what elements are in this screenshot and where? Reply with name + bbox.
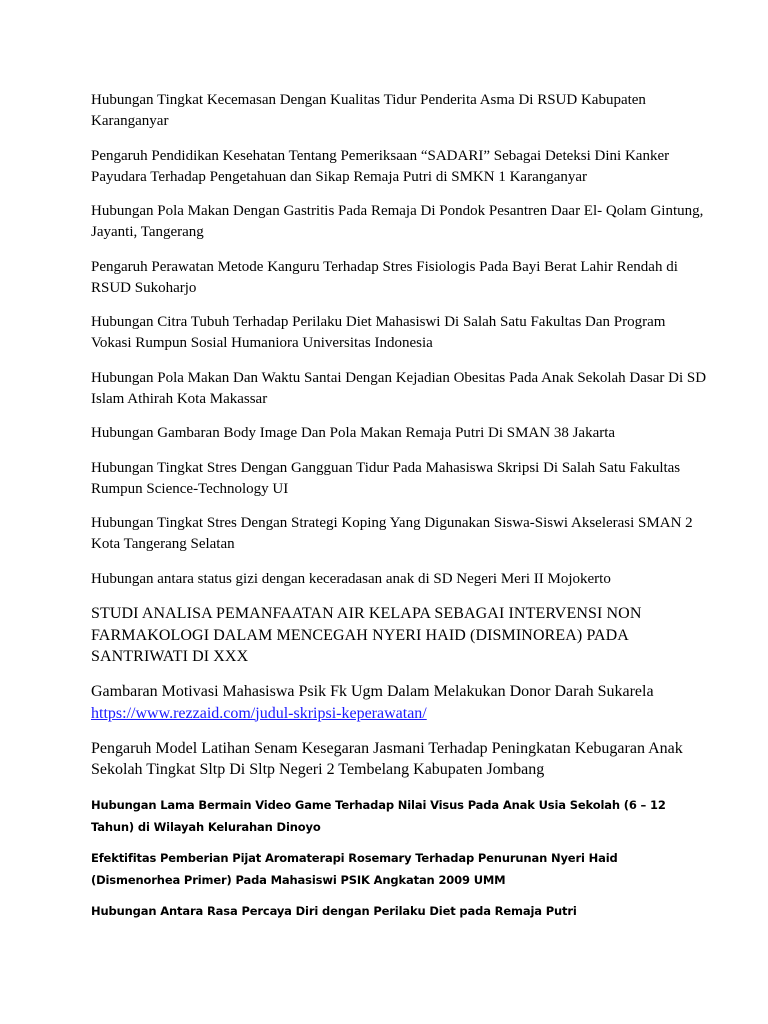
thesis-title-3: Hubungan Pola Makan Dengan Gastritis Pada Remaja Di Pondok Pesantren Daar El- Qolam Gintung, Jayanti, Tangerang xyxy=(91,203,704,240)
thesis-title-8: Hubungan Tingkat Stres Dengan Gangguan Tidur Pada Mahasiswa Skripsi Di Salah Satu Fakultas Rumpun Science-Technology UI xyxy=(91,459,681,497)
thesis-title-16: Hubungan Antara Rasa Percaya Diri dengan Perilaku Diet pada Remaja Putri xyxy=(91,904,577,918)
thesis-title-4: Pengaruh Perawatan Metode Kanguru Terhadap Stres Fisiologis Pada Bayi Berat Lahir Rendah di RSUD Sukoharjo xyxy=(91,258,678,296)
thesis-title-13: Pengaruh Model Latihan Senam Kesegaran Jasmani Terhadap Peningkatan Kebugaran Anak Sekolah Tingkat Sltp Di Sltp Negeri 2 Tembelang Kabupaten Jombang xyxy=(91,739,683,778)
thesis-title-12-block xyxy=(91,681,708,724)
thesis-title-14: Hubungan Lama Bermain Video Game Terhadap Nilai Visus Pada Anak Usia Sekolah (6 – 12 Tahun) di Wilayah Kelurahan Dinoyo xyxy=(91,798,666,834)
thesis-title-12: Gambaran Motivasi Mahasiswa Psik Fk Ugm Dalam Melakukan Donor Darah Sukarela xyxy=(91,683,654,700)
thesis-title-10: Hubungan antara status gizi dengan keceradasan anak di SD Negeri Meri II Mojokerto xyxy=(91,570,611,587)
thesis-title-2: Pengaruh Pendidikan Kesehatan Tentang Pemeriksaan “SADARI” Sebagai Deteksi Dini Kanker Payudara Terhadap Pengetahuan dan Sikap Remaja Putri di SMKN 1 Karanganyar xyxy=(91,147,670,185)
thesis-title-1: Hubungan Tingkat Kecemasan Dengan Kualitas Tidur Penderita Asma Di RSUD Kabupaten Karanganyar xyxy=(91,92,646,129)
thesis-title-11: STUDI ANALISA PEMANFAATAN AIR KELAPA SEBAGAI INTERVENSI NON FARMAKOLOGI DALAM MENCEGAH NYERI HAID (DISMINOREA) PADA SANTRIWATI DI XXX xyxy=(91,605,642,665)
thesis-title-7: Hubungan Gambaran Body Image Dan Pola Makan Remaja Putri Di SMAN 38 Jakarta xyxy=(91,425,616,441)
thesis-title-15: Efektifitas Pemberian Pijat Aromaterapi Rosemary Terhadap Penurunan Nyeri Haid (Dismenorhea Primer) Pada Mahasiswi PSIK Angkatan 2009 UMM xyxy=(91,851,618,887)
thesis-title-6: Hubungan Pola Makan Dan Waktu Santai Dengan Kejadian Obesitas Pada Anak Sekolah Dasar Di SD Islam Athirah Kota Makassar xyxy=(91,369,707,407)
thesis-title-9: Hubungan Tingkat Stres Dengan Strategi Koping Yang Digunakan Siswa-Siswi Akselerasi SMAN 2 Kota Tangerang Selatan xyxy=(91,515,693,552)
source-link[interactable]: https://www.rezzaid.com/judul-skripsi-keperawatan/ xyxy=(91,704,427,722)
thesis-title-5: Hubungan Citra Tubuh Terhadap Perilaku Diet Mahasiswi Di Salah Satu Fakultas Dan Program Vokasi Rumpun Sosial Humaniora Universitas Indonesia xyxy=(91,314,666,351)
